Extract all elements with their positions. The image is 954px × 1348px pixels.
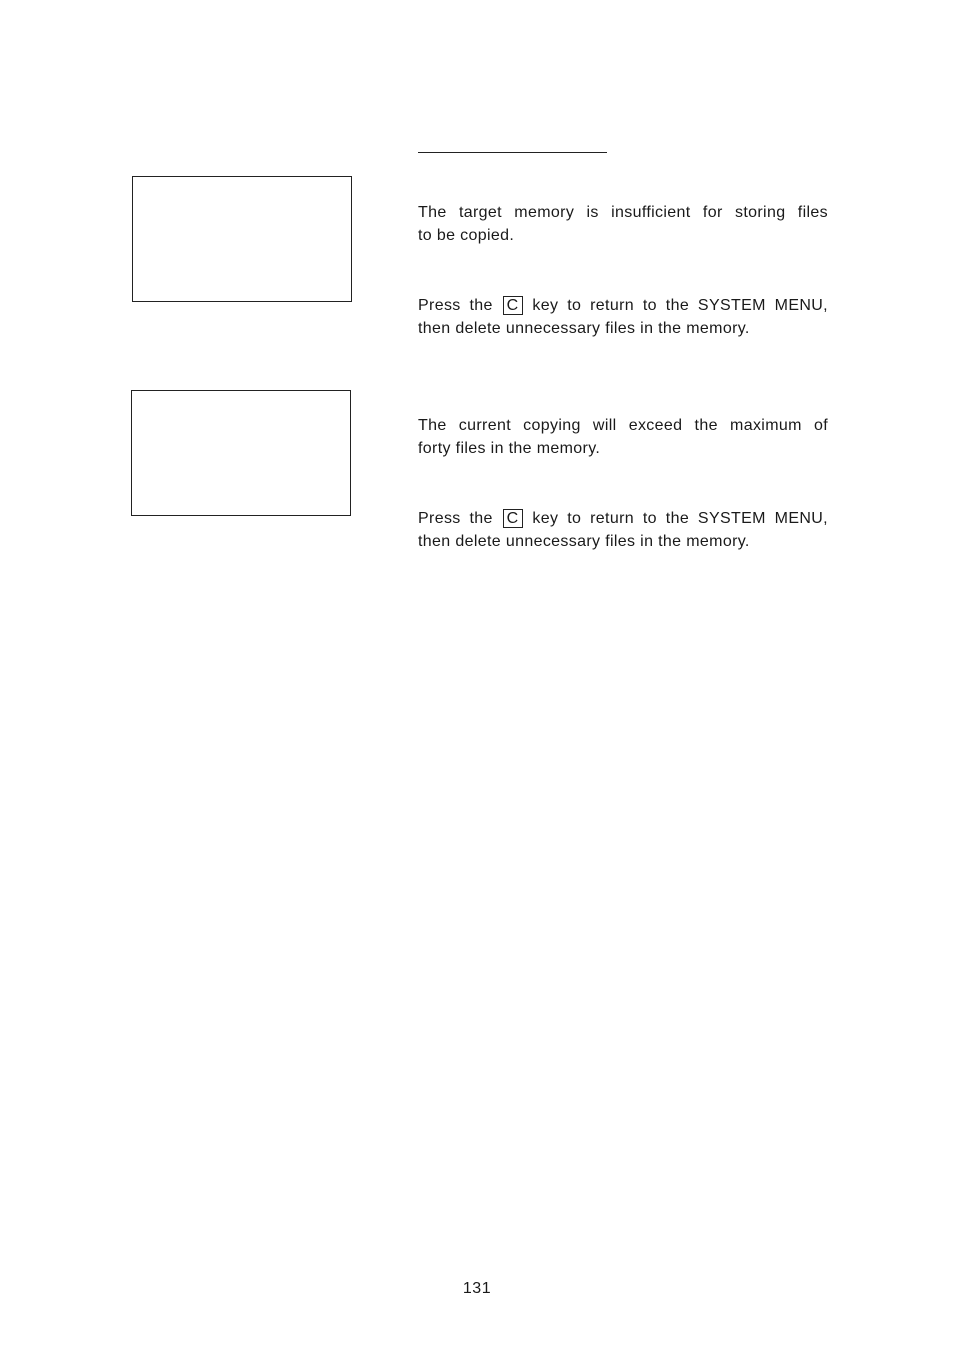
- cause-line: to be copied.: [418, 226, 515, 244]
- remedy-text-before-key: Press the: [418, 510, 493, 527]
- cause-line: forty files in the memory.: [418, 439, 601, 457]
- remedy-text-before-key: Press the: [418, 297, 493, 314]
- remedy-text-after-key: key to return to the SYSTEM MENU,: [532, 510, 828, 527]
- remedy-line: [418, 295, 828, 318]
- page-number: 131: [462, 1280, 492, 1297]
- remedy-line: then delete unnecessary files in the memory.: [418, 532, 750, 550]
- remedy-line: then delete unnecessary files in the memory.: [418, 319, 750, 337]
- error-remedy-text: [418, 508, 828, 553]
- cause-line: The current copying will exceed the maximum of: [418, 417, 828, 434]
- c-key-icon: C: [503, 509, 523, 528]
- display-screen-frame: [131, 390, 351, 516]
- remedy-text-after-key: key to return to the SYSTEM MENU,: [532, 297, 828, 314]
- cause-line: The target memory is insufficient for storing files: [418, 204, 828, 221]
- error-remedy-text: [418, 295, 828, 340]
- c-key-icon: C: [503, 296, 523, 315]
- display-screen-frame: [132, 176, 352, 302]
- error-cause-text: [418, 202, 828, 247]
- section-header-rule: [418, 152, 607, 153]
- error-cause-text: [418, 415, 828, 460]
- remedy-line: [418, 508, 828, 531]
